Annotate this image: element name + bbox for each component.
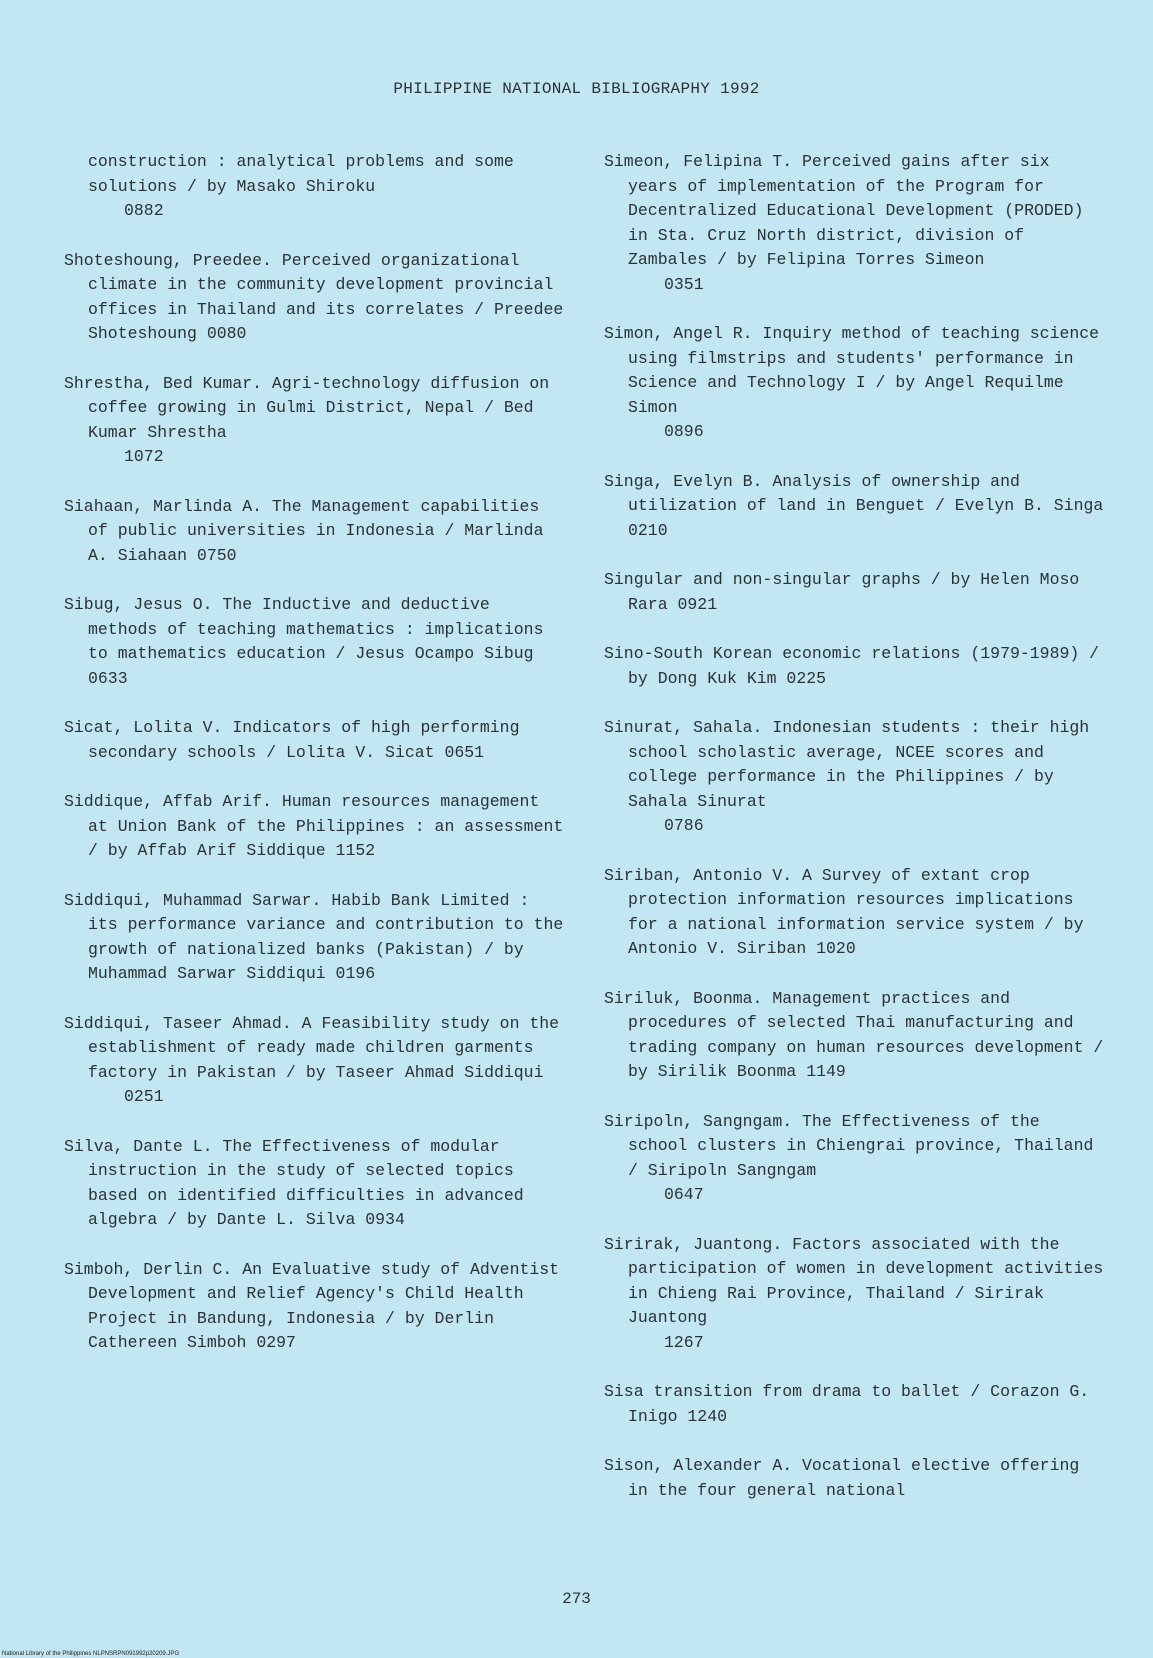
entry-text: construction : analytical problems and some solutions / by Masako Shiroku	[88, 152, 514, 196]
entry-text: Simon, Angel R. Inquiry method of teaching science using filmstrips and students' performance in Science and Technology I / by Angel Requilme Simon	[604, 324, 1100, 417]
bibliography-entry	[604, 1380, 1104, 1429]
bibliography-entry	[64, 790, 564, 864]
entry-text: Singular and non-singular graphs / by Helen Moso Rara 0921	[604, 570, 1080, 614]
entry-text: Siahaan, Marlinda A. The Management capabilities of public universities in Indonesia / Marlinda A. Siahaan 0750	[64, 496, 544, 565]
bibliography-entry	[604, 150, 1104, 297]
entry-text: Shoteshoung, Preedee. Perceived organizational climate in the community development provincial offices in Thailand and its correlates / Preedee Shoteshoung 0080	[64, 250, 564, 343]
entry-text: Sinurat, Sahala. Indonesian students : their high school scholastic average, NCEE scores and college performance in the Philippines / by Sahala Sinurat	[604, 718, 1090, 811]
bibliography-entry	[604, 864, 1104, 962]
bibliography-entry	[604, 322, 1104, 445]
bibliography-entry	[604, 642, 1104, 691]
entry-number: 0351	[664, 274, 704, 294]
entry-text: Singa, Evelyn B. Analysis of ownership and utilization of land in Benguet / Evelyn B. Singa 0210	[604, 471, 1104, 540]
bibliography-entry	[64, 716, 564, 765]
entry-text: Simboh, Derlin C. An Evaluative study of Adventist Development and Relief Agency's Child Health Project in Bandung, Indonesia / by Derlin Cathereen Simboh 0297	[64, 1259, 560, 1352]
bibliography-entry	[64, 1012, 564, 1110]
right-column	[604, 150, 1104, 1528]
entry-text: Siripoln, Sangngam. The Effectiveness of the school clusters in Chiengrai province, Thailand / Siripoln Sangngam	[604, 1111, 1094, 1180]
entry-text: Sisa transition from drama to ballet / Corazon G. Inigo 1240	[604, 1382, 1090, 1426]
bibliography-entry	[604, 470, 1104, 544]
entry-text: Sino-South Korean economic relations (1979-1989) / by Dong Kuk Kim 0225	[604, 644, 1100, 688]
bibliography-entry	[604, 987, 1104, 1085]
entry-text: Sirirak, Juantong. Factors associated with the participation of women in development activities in Chieng Rai Province, Thailand / Sirirak Juantong	[604, 1234, 1104, 1327]
left-column	[64, 150, 564, 1381]
scan-footer-note: National Library of the Philippines NLPNSRPN091992p20209.JPG	[2, 1651, 180, 1657]
entry-text: Silva, Dante L. The Effectiveness of modular instruction in the study of selected topics based on identified difficulties in advanced algebra / by Dante L. Silva 0934	[64, 1136, 524, 1229]
entry-text: Siddiqui, Muhammad Sarwar. Habib Bank Limited : its performance variance and contribution to the growth of nationalized banks (Pakistan) / by Muhammad Sarwar Siddiqui 0196	[64, 890, 564, 983]
bibliography-entry	[604, 1454, 1104, 1503]
bibliography-entry	[604, 568, 1104, 617]
entry-number: 0647	[664, 1185, 704, 1204]
entry-number: 0786	[664, 816, 704, 835]
entry-text: Sibug, Jesus O. The Inductive and deductive methods of teaching mathematics : implications to mathematics education / Jesus Ocampo Sibug 0633	[64, 595, 544, 688]
bibliography-entry	[64, 1258, 564, 1356]
page-number: 273	[562, 1590, 591, 1608]
entry-text: Siddique, Affab Arif. Human resources management at Union Bank of the Philippines : an assessment / by Affab Arif Siddique 1152	[64, 792, 564, 860]
bibliography-entry	[604, 1233, 1104, 1356]
bibliography-entry	[64, 372, 564, 470]
bibliography-entry	[604, 716, 1104, 839]
entry-text: Shrestha, Bed Kumar. Agri-technology diffusion on coffee growing in Gulmi District, Nepal / Bed Kumar Shrestha	[64, 373, 550, 442]
entry-text: Siriluk, Boonma. Management practices and procedures of selected Thai manufacturing and trading company on human resources development / by Sirilik Boonma 1149	[604, 988, 1104, 1081]
entry-number: 1072	[124, 447, 164, 466]
bibliography-entry	[64, 249, 564, 347]
entry-text: Sicat, Lolita V. Indicators of high performing secondary schools / Lolita V. Sicat 0651	[64, 718, 520, 762]
bibliography-entry	[64, 1135, 564, 1233]
bibliography-entry	[64, 889, 564, 987]
bibliography-entry	[64, 150, 564, 224]
bibliography-entry	[604, 1110, 1104, 1208]
entry-number: 0251	[124, 1087, 164, 1106]
entry-text: Siddiqui, Taseer Ahmad. A Feasibility study on the establishment of ready made children garments factory in Pakistan / by Taseer Ahmad Siddiqui	[64, 1013, 560, 1082]
bibliography-entry	[64, 495, 564, 569]
entry-text: Simeon, Felipina T. Perceived gains after six years of implementation of the Program for Decentralized Educational Development (PRODED) in Sta. Cruz North district, division of Zambales / by Felipina Torres Simeon	[604, 152, 1084, 269]
entry-text: Siriban, Antonio V. A Survey of extant crop protection information resources implications for a national information service system / by Antonio V. Siriban 1020	[604, 865, 1084, 958]
page-title: PHILIPPINE NATIONAL BIBLIOGRAPHY 1992	[393, 80, 760, 98]
bibliography-entry	[64, 593, 564, 691]
entry-number: 0882	[124, 201, 164, 220]
entry-number: 1267	[664, 1332, 704, 1352]
entry-text: Sison, Alexander A. Vocational elective offering in the four general national	[604, 1456, 1080, 1500]
entry-number: 0896	[664, 422, 704, 441]
